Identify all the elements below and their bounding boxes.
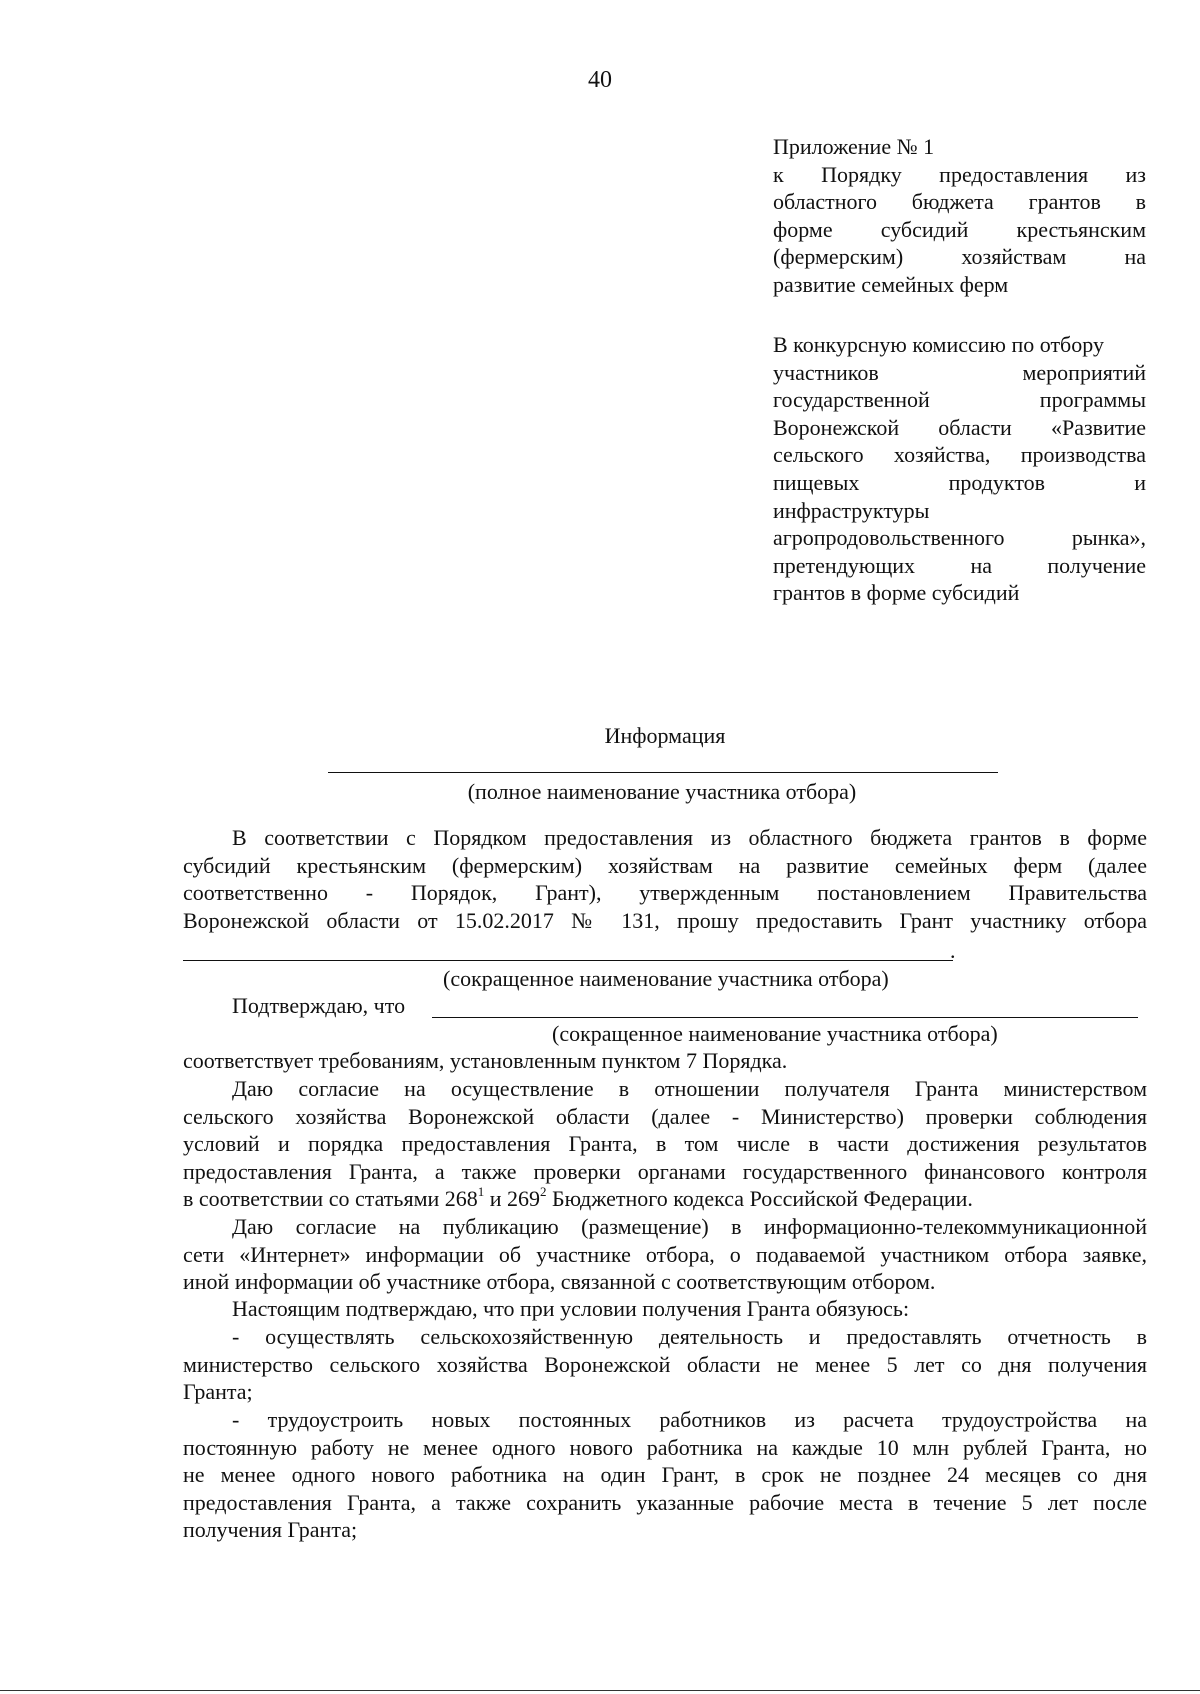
page-number: 40 <box>588 67 612 93</box>
appendix-line: Приложение № 1 <box>773 134 935 159</box>
appendix-line: (фермерским) хозяйствам на <box>773 244 1146 270</box>
paragraph-line <box>183 1185 1147 1213</box>
caption-short-name: (сокращенное наименование участника отбора) <box>443 966 889 991</box>
confirm-label: Подтверждаю, что <box>232 993 406 1018</box>
appendix-line: к Порядку предоставления из <box>773 161 1146 187</box>
fill-in-line-confirm <box>432 1017 1138 1018</box>
appendix-line: форме субсидий крестьянским <box>773 216 1146 242</box>
superscript: 2 <box>540 1184 547 1200</box>
caption-full-name: (полное наименование участника отбора) <box>467 779 857 804</box>
paragraph-line: Гранта; <box>183 1379 253 1405</box>
fill-in-period: . <box>950 938 956 963</box>
paragraph-line: соответственно - Порядок, Грант), утвержденным постановлением Правительства <box>183 880 1147 906</box>
text-run: Бюджетного кодекса Российской Федерации. <box>546 1186 973 1212</box>
superscript: 1 <box>477 1184 485 1200</box>
paragraph-line: В соответствии с Порядком предоставления из областного бюджета грантов в форме <box>232 825 1147 850</box>
text-run: в соответствии со статьями 268 <box>183 1186 478 1212</box>
paragraph-line: предоставления Гранта, а также сохранить указанные рабочие места в течение 5 лет после <box>183 1489 1147 1515</box>
paragraph-line: получения Гранта; <box>183 1517 358 1543</box>
page-bottom-edge <box>0 1690 1200 1691</box>
complies-text: соответствует требованиям, установленным пунктом 7 Порядка. <box>183 1048 788 1073</box>
addressee-line: участников мероприятий <box>773 359 1146 385</box>
addressee-line: Воронежской области «Развитие <box>773 414 1146 440</box>
paragraph-consent-publication <box>183 1213 1147 1296</box>
addressee-line: государственной программы <box>773 387 1146 413</box>
text-run: и 269 <box>484 1186 541 1212</box>
paragraph-consent-inspection <box>183 1075 1147 1213</box>
paragraph-line: сельского хозяйства Воронежской области (далее - Министерство) проверки соблюдения <box>183 1103 1147 1129</box>
obligation-item <box>183 1406 1147 1544</box>
addressee-block <box>773 331 1146 607</box>
addressee-line: претендующих на получение <box>773 552 1146 578</box>
paragraph-line: условий и порядка предоставления Гранта, в том числе в части достижения результатов <box>183 1131 1147 1157</box>
addressee-line: агропродовольственного рынка», <box>773 525 1146 551</box>
paragraph-line: предоставления Гранта, а также проверки органами государственного финансового контроля <box>183 1158 1147 1184</box>
addressee-line: инфраструктуры <box>773 497 930 523</box>
paragraph-line: Воронежской области от 15.02.2017 № 131, прошу предоставить Грант участнику отбора <box>183 907 1147 933</box>
paragraph-line: - осуществлять сельскохозяйственную деятельность и предоставлять отчетность в <box>232 1324 1147 1349</box>
addressee-line: пищевых продуктов и <box>773 469 1146 495</box>
paragraph-request <box>183 824 1147 934</box>
addressee-line: сельского хозяйства, производства <box>773 442 1146 468</box>
appendix-line: областного бюджета грантов в <box>773 189 1146 215</box>
paragraph-line: Даю согласие на публикацию (размещение) в информационно-телекоммуникационной <box>232 1214 1147 1239</box>
addressee-line: грантов в форме субсидий <box>773 580 1020 606</box>
caption-short-name: (сокращенное наименование участника отбора) <box>552 1021 998 1046</box>
appendix-line: развитие семейных ферм <box>773 271 1009 297</box>
fill-in-line-full-name <box>328 772 998 773</box>
paragraph-line: Настоящим подтверждаю, что при условии получения Гранта обязуюсь: <box>232 1296 910 1321</box>
paragraph-line: Даю согласие на осуществление в отношении получателя Гранта министерством <box>232 1076 1147 1101</box>
document-title: Информация <box>604 723 726 748</box>
paragraph-line: - трудоустроить новых постоянных работников из расчета трудоустройства на <box>232 1407 1147 1432</box>
paragraph-line: сети «Интернет» информации об участнике отбора, о подаваемой участником отбора заявке, <box>183 1241 1147 1267</box>
paragraph-line: иной информации об участнике отбора, связанной с соответствующим отбором. <box>183 1269 936 1295</box>
paragraph-line: постоянную работу не менее одного нового работника на каждые 10 млн рублей Гранта, но <box>183 1434 1147 1460</box>
fill-in-line-participant <box>183 960 953 961</box>
paragraph-line: субсидий крестьянским (фермерским) хозяйствам на развитие семейных ферм (далее <box>183 852 1147 878</box>
addressee-line: В конкурсную комиссию по отбору <box>773 332 1104 357</box>
appendix-header <box>773 133 1146 299</box>
paragraph-obligations-intro <box>183 1295 1147 1323</box>
obligation-item <box>183 1323 1147 1406</box>
paragraph-line: не менее одного нового работника на один Грант, в срок не позднее 24 месяцев со дня <box>183 1462 1147 1488</box>
paragraph-line: министерство сельского хозяйства Воронежской области не менее 5 лет со дня получения <box>183 1351 1147 1377</box>
